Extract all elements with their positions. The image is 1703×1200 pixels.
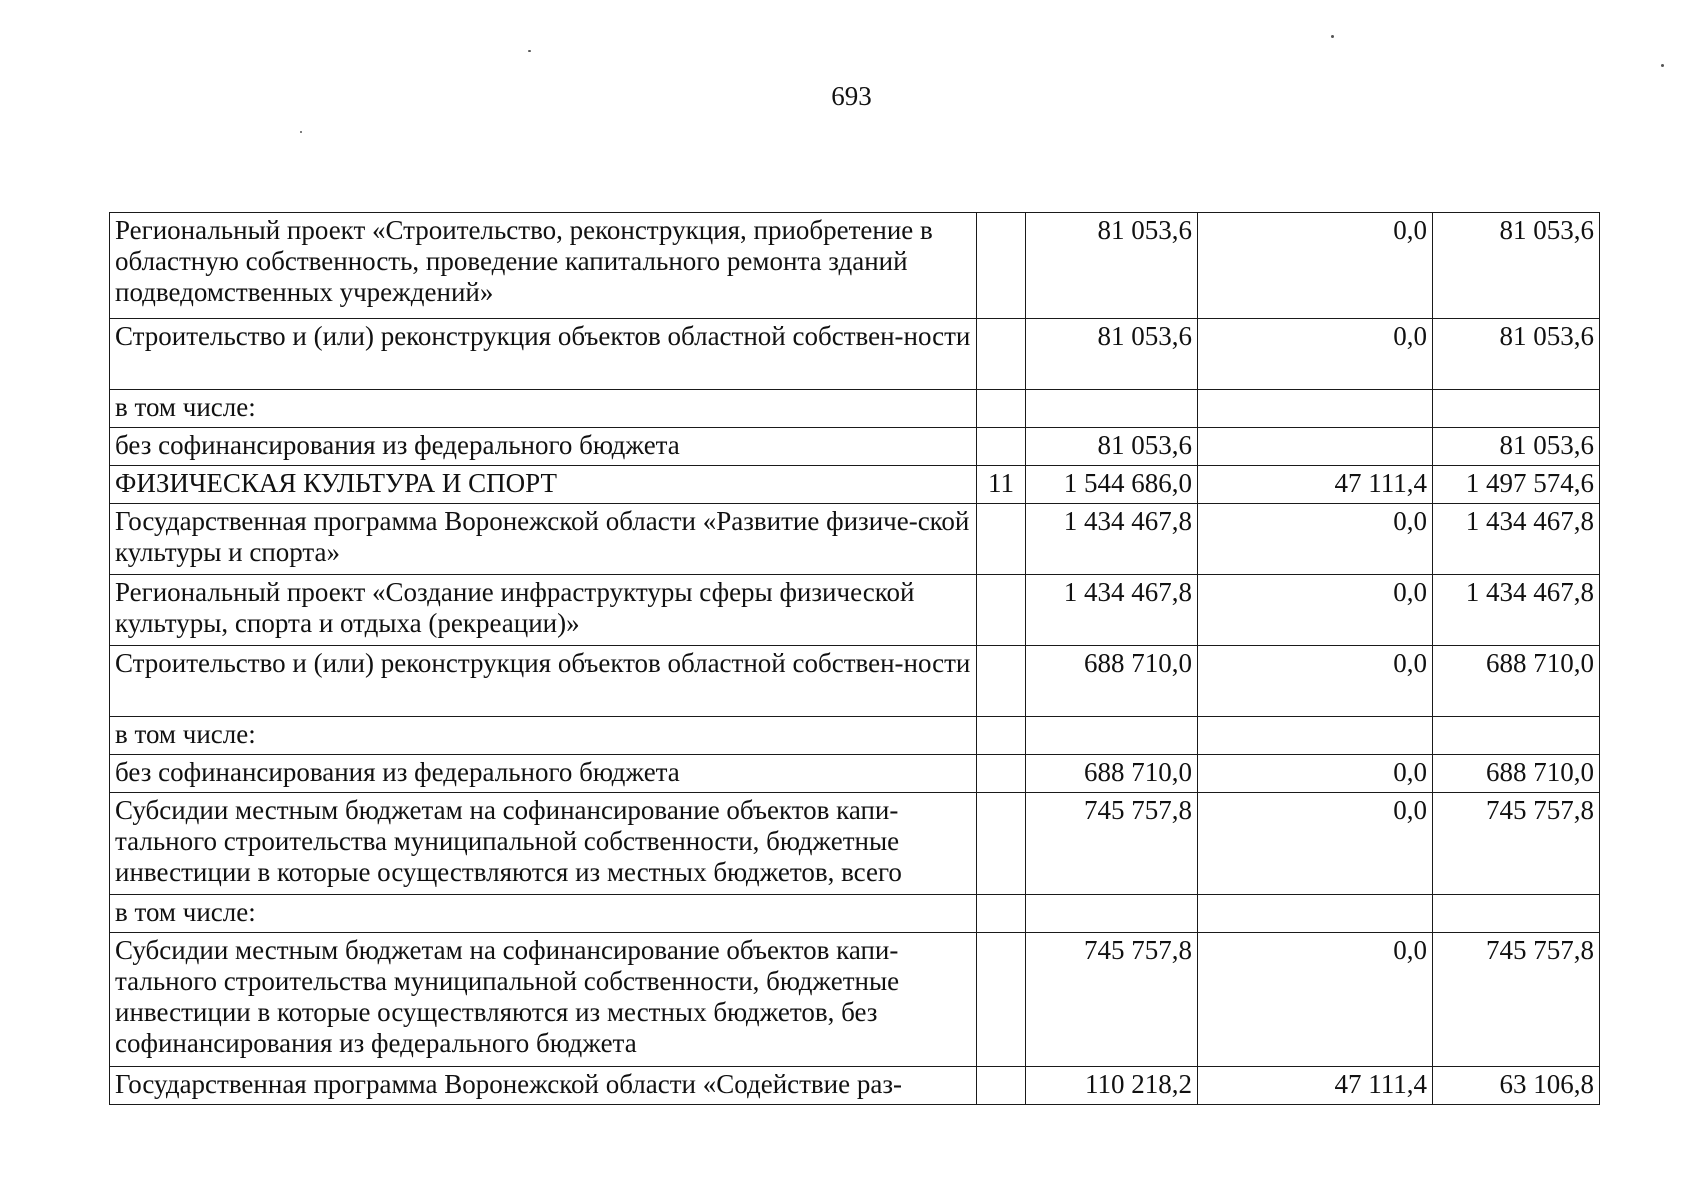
- row-federal-amount: 47 111,4: [1198, 466, 1433, 504]
- row-description: в том числе:: [110, 390, 977, 428]
- row-total-amount: 81 053,6: [1026, 428, 1198, 466]
- row-section-code: [977, 755, 1026, 793]
- row-federal-amount: [1198, 717, 1433, 755]
- row-section-code: [977, 933, 1026, 1067]
- row-total-amount: [1026, 390, 1198, 428]
- row-regional-amount: 688 710,0: [1433, 646, 1600, 717]
- row-section-code: [977, 504, 1026, 575]
- row-federal-amount: 0,0: [1198, 755, 1433, 793]
- row-federal-amount: 0,0: [1198, 575, 1433, 646]
- row-federal-amount: 47 111,4: [1198, 1067, 1433, 1105]
- row-federal-amount: [1198, 390, 1433, 428]
- scan-speck: [300, 131, 302, 133]
- row-federal-amount: 0,0: [1198, 793, 1433, 895]
- row-total-amount: 688 710,0: [1026, 755, 1198, 793]
- scan-speck: [1661, 64, 1664, 67]
- row-total-amount: 1 544 686,0: [1026, 466, 1198, 504]
- table-row: [110, 213, 1600, 319]
- table-row: [110, 793, 1600, 895]
- row-regional-amount: 81 053,6: [1433, 319, 1600, 390]
- row-section-code: 11: [977, 466, 1026, 504]
- row-section-code: [977, 428, 1026, 466]
- row-description: Государственная программа Воронежской области «Развитие физиче-ской культуры и спорта»: [110, 504, 977, 575]
- row-section-code: [977, 213, 1026, 319]
- row-total-amount: 1 434 467,8: [1026, 504, 1198, 575]
- row-regional-amount: 688 710,0: [1433, 755, 1600, 793]
- scan-speck: [1331, 35, 1334, 38]
- row-section-code: [977, 895, 1026, 933]
- row-total-amount: [1026, 895, 1198, 933]
- table-row: [110, 504, 1600, 575]
- table-row: [110, 755, 1600, 793]
- row-description: Субсидии местным бюджетам на софинансирование объектов капи-тального строительства муниципальной собственности, бюджетные инвестиции в которые осуществляются из местных бюджетов, всего: [110, 793, 977, 895]
- row-regional-amount: 1 434 467,8: [1433, 575, 1600, 646]
- row-description: Строительство и (или) реконструкция объектов областной собствен-ности: [110, 646, 977, 717]
- row-regional-amount: 81 053,6: [1433, 213, 1600, 319]
- table-row: [110, 466, 1600, 504]
- table-row: [110, 428, 1600, 466]
- row-federal-amount: 0,0: [1198, 933, 1433, 1067]
- row-federal-amount: [1198, 895, 1433, 933]
- budget-table: [109, 212, 1600, 1105]
- row-description: без софинансирования из федерального бюджета: [110, 755, 977, 793]
- row-federal-amount: 0,0: [1198, 504, 1433, 575]
- row-description: Строительство и (или) реконструкция объектов областной собствен-ности: [110, 319, 977, 390]
- table-row: [110, 717, 1600, 755]
- row-federal-amount: 0,0: [1198, 213, 1433, 319]
- row-regional-amount: 1 434 467,8: [1433, 504, 1600, 575]
- row-section-code: [977, 793, 1026, 895]
- row-regional-amount: 745 757,8: [1433, 793, 1600, 895]
- row-regional-amount: 81 053,6: [1433, 428, 1600, 466]
- row-total-amount: 745 757,8: [1026, 933, 1198, 1067]
- row-regional-amount: [1433, 717, 1600, 755]
- row-description: Региональный проект «Создание инфраструктуры сферы физической культуры, спорта и отдыха (рекреации)»: [110, 575, 977, 646]
- row-federal-amount: 0,0: [1198, 646, 1433, 717]
- row-federal-amount: [1198, 428, 1433, 466]
- row-description: Государственная программа Воронежской области «Содействие раз-: [110, 1067, 977, 1105]
- table-row: [110, 646, 1600, 717]
- row-total-amount: 745 757,8: [1026, 793, 1198, 895]
- row-regional-amount: 63 106,8: [1433, 1067, 1600, 1105]
- row-regional-amount: 745 757,8: [1433, 933, 1600, 1067]
- scan-speck: [528, 50, 531, 52]
- table-row: [110, 575, 1600, 646]
- row-section-code: [977, 319, 1026, 390]
- row-section-code: [977, 390, 1026, 428]
- table-row: [110, 895, 1600, 933]
- table-row: [110, 933, 1600, 1067]
- row-description: без софинансирования из федерального бюджета: [110, 428, 977, 466]
- row-section-code: [977, 646, 1026, 717]
- row-total-amount: 110 218,2: [1026, 1067, 1198, 1105]
- table-row: [110, 319, 1600, 390]
- row-section-code: [977, 1067, 1026, 1105]
- row-total-amount: 81 053,6: [1026, 213, 1198, 319]
- row-total-amount: [1026, 717, 1198, 755]
- row-regional-amount: [1433, 895, 1600, 933]
- row-regional-amount: 1 497 574,6: [1433, 466, 1600, 504]
- row-description: Субсидии местным бюджетам на софинансирование объектов капи-тального строительства муниципальной собственности, бюджетные инвестиции в которые осуществляются из местных бюджетов, без софинансирования из федерального бюджета: [110, 933, 977, 1067]
- row-federal-amount: 0,0: [1198, 319, 1433, 390]
- row-description: в том числе:: [110, 895, 977, 933]
- row-description: ФИЗИЧЕСКАЯ КУЛЬТУРА И СПОРТ: [110, 466, 977, 504]
- row-regional-amount: [1433, 390, 1600, 428]
- row-total-amount: 688 710,0: [1026, 646, 1198, 717]
- row-total-amount: 81 053,6: [1026, 319, 1198, 390]
- row-description: Региональный проект «Строительство, реконструкция, приобретение в областную собственность, проведение капитального ремонта зданий подведомственных учреждений»: [110, 213, 977, 319]
- page-number: 693: [831, 81, 872, 111]
- table-row: [110, 390, 1600, 428]
- table-row: [110, 1067, 1600, 1105]
- row-total-amount: 1 434 467,8: [1026, 575, 1198, 646]
- row-section-code: [977, 717, 1026, 755]
- row-description: в том числе:: [110, 717, 977, 755]
- row-section-code: [977, 575, 1026, 646]
